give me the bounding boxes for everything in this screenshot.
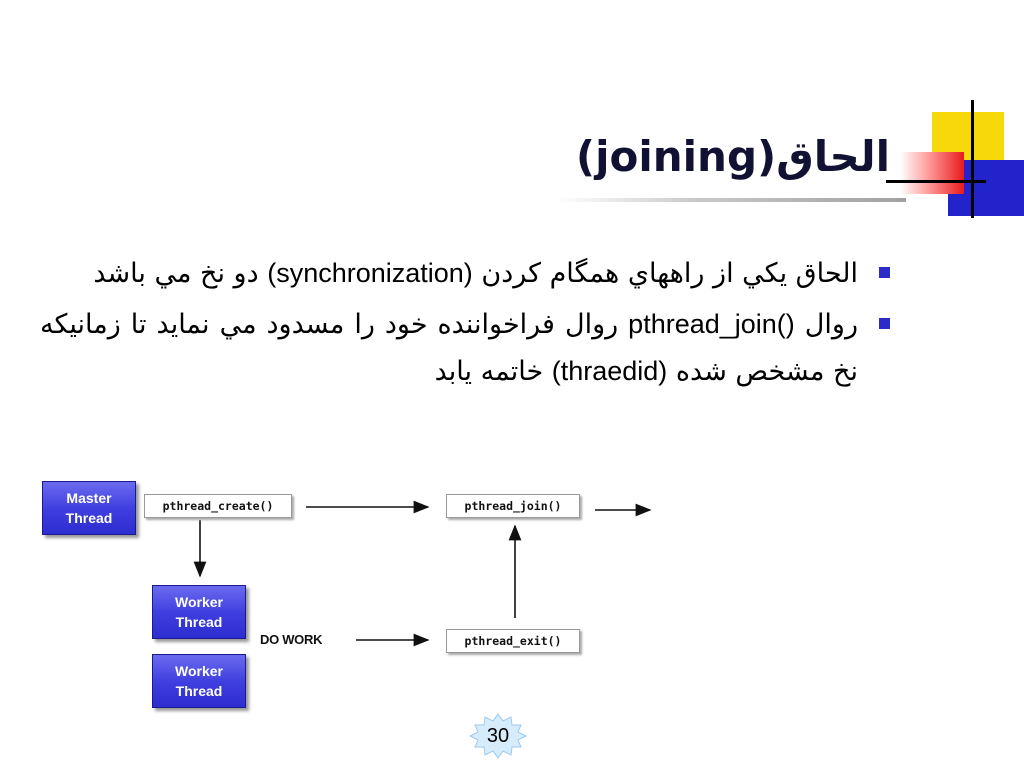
page-number: 30	[486, 725, 510, 747]
title-joining: (joining)	[575, 132, 777, 181]
title-arabic: الحاق	[776, 132, 890, 181]
decor-horizontal-line	[886, 180, 986, 183]
bullet-2-function: pthread_join()	[628, 309, 795, 339]
bullet-1-latin: (synchronization)	[267, 258, 473, 288]
bullet-2-text-3: خاتمه يابد	[434, 356, 544, 387]
decor-vertical-line	[971, 100, 974, 218]
bullet-2-threadid: (thraedid)	[551, 356, 668, 386]
bullet-item-1	[40, 250, 858, 297]
pthread-exit-box: pthread_exit()	[446, 629, 580, 653]
title-underline	[556, 198, 906, 202]
master-thread-box: Master Thread	[42, 481, 136, 535]
thread-join-diagram	[40, 478, 658, 712]
worker-thread-box-2: Worker Thread	[152, 654, 246, 708]
bullet-item-2	[40, 301, 858, 395]
bullet-2-text-2: روال فراخواننده خود را مسدود مي نمايد تا زمانيکه نخ مشخص شده	[40, 309, 858, 387]
bullet-list	[40, 250, 858, 399]
slide-title	[576, 132, 890, 181]
decor-red-gradient	[900, 152, 964, 194]
bullet-1-text: الحاق يکي از راههاي همگام کردن	[481, 258, 858, 289]
bullet-2-text: روال	[804, 309, 858, 340]
pthread-join-box: pthread_join()	[446, 494, 580, 518]
worker-thread-box-1: Worker Thread	[152, 585, 246, 639]
do-work-label: DO WORK	[260, 632, 323, 647]
bullet-1-text-2: دو نخ مي باشد	[93, 258, 259, 289]
pthread-create-box: pthread_create()	[144, 494, 292, 518]
bullet-square-icon	[879, 318, 890, 329]
bullet-square-icon	[879, 267, 890, 278]
